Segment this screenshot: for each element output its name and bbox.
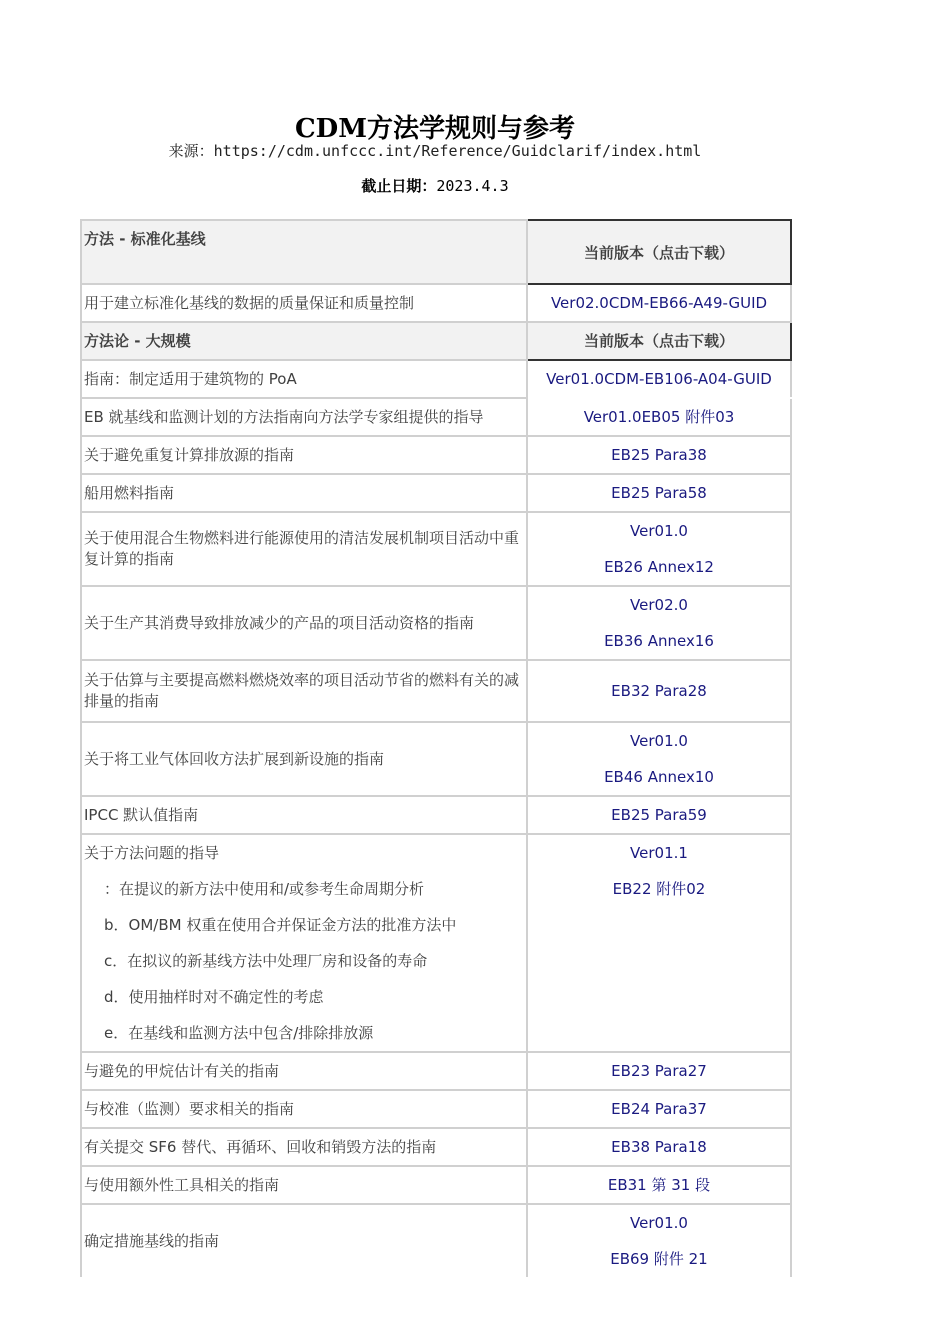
download-cell bbox=[527, 1204, 791, 1278]
download-link[interactable]: EB25 Para38 bbox=[527, 436, 791, 474]
table-row bbox=[81, 1090, 791, 1128]
cutoff-value: 2023.4.3 bbox=[436, 177, 509, 195]
source-url: 来源：https://cdm.unfccc.int/Reference/Guidclarif/index.html bbox=[168, 142, 702, 160]
table-row bbox=[81, 512, 791, 586]
subitem: b．OM/BM 权重在使用合并保证金方法的批准方法中 bbox=[104, 916, 457, 934]
download-cell bbox=[527, 512, 791, 586]
subitem: d．使用抽样时对不确定性的考虑 bbox=[104, 988, 324, 1006]
row-title: 有关提交 SF6 替代、再循环、回收和销毁方法的指南 bbox=[81, 1128, 527, 1166]
table-row bbox=[81, 284, 791, 322]
row-title: 与校准（监测）要求相关的指南 bbox=[81, 1090, 527, 1128]
row-title: 关于使用混合生物燃料进行能源使用的清洁发展机制项目活动中重复计算的指南 bbox=[81, 512, 527, 586]
download-link[interactable]: Ver01.0CDM-EB106-A04-GUID bbox=[527, 360, 791, 398]
table-row bbox=[81, 474, 791, 512]
version-label[interactable]: Ver01.0 bbox=[630, 1214, 688, 1232]
cutoff-label: 截止日期： bbox=[361, 177, 437, 195]
download-link[interactable]: EB46 Annex10 bbox=[604, 768, 714, 786]
version-label[interactable]: Ver01.0 bbox=[630, 732, 688, 750]
download-cell bbox=[527, 586, 791, 660]
row-title: 关于估算与主要提高燃料燃烧效率的项目活动节省的燃料有关的减排量的指南 bbox=[81, 660, 527, 722]
table-row bbox=[81, 1128, 791, 1166]
table-row bbox=[81, 722, 791, 796]
download-link[interactable]: EB36 Annex16 bbox=[604, 632, 714, 650]
subitem: e．在基线和监测方法中包含/排除排放源 bbox=[104, 1024, 374, 1042]
table-row bbox=[81, 1166, 791, 1204]
table-row bbox=[81, 796, 791, 834]
table-row bbox=[81, 398, 791, 436]
download-link[interactable]: Ver02.0CDM-EB66-A49-GUID bbox=[527, 284, 791, 322]
section-header-row bbox=[81, 220, 791, 284]
guidance-table bbox=[80, 219, 792, 1279]
download-link[interactable]: EB25 Para58 bbox=[527, 474, 791, 512]
version-header: 当前版本（点击下载） bbox=[527, 220, 791, 284]
download-cell bbox=[527, 834, 791, 1052]
row-title: 与避免的甲烷估计有关的指南 bbox=[81, 1052, 527, 1090]
download-link[interactable]: EB38 Para18 bbox=[527, 1128, 791, 1166]
row-title: 船用燃料指南 bbox=[81, 474, 527, 512]
version-header: 当前版本（点击下载） bbox=[527, 322, 791, 360]
row-title: 与使用额外性工具相关的指南 bbox=[81, 1166, 527, 1204]
page-title: CDM方法学规则与参考 bbox=[294, 114, 576, 144]
row-title: 用于建立标准化基线的数据的质量保证和质量控制 bbox=[81, 284, 527, 322]
download-link[interactable]: EB32 Para28 bbox=[527, 660, 791, 722]
table-row bbox=[81, 1052, 791, 1090]
table-row bbox=[81, 1204, 791, 1278]
version-label[interactable]: Ver01.0 bbox=[630, 522, 688, 540]
download-link[interactable]: EB26 Annex12 bbox=[604, 558, 714, 576]
table-row bbox=[81, 586, 791, 660]
row-title: 关于避免重复计算排放源的指南 bbox=[81, 436, 527, 474]
row-title: EB 就基线和监测计划的方法指南向方法学专家组提供的指导 bbox=[81, 398, 527, 436]
download-link[interactable]: EB25 Para59 bbox=[527, 796, 791, 834]
table-row bbox=[81, 834, 791, 1052]
section-title-large-scale: 方法论 - 大规模 bbox=[81, 322, 527, 360]
row-title: 关于方法问题的指导 bbox=[84, 844, 220, 862]
row-title: 关于生产其消费导致排放减少的产品的项目活动资格的指南 bbox=[81, 586, 527, 660]
download-cell bbox=[527, 722, 791, 796]
table-row bbox=[81, 360, 791, 398]
row-title: 指南：制定适用于建筑物的 PoA bbox=[81, 360, 527, 398]
version-label[interactable]: Ver01.1 bbox=[630, 844, 688, 862]
download-link[interactable]: Ver01.0EB05 附件03 bbox=[527, 398, 791, 436]
subitem: c．在拟议的新基线方法中处理厂房和设备的寿命 bbox=[104, 952, 428, 970]
section-title-standardized-baseline: 方法 - 标准化基线 bbox=[81, 220, 527, 284]
row-title: 关于将工业气体回收方法扩展到新设施的指南 bbox=[81, 722, 527, 796]
row-title: 确定措施基线的指南 bbox=[81, 1204, 527, 1278]
download-link[interactable]: EB23 Para27 bbox=[527, 1052, 791, 1090]
cutoff-date bbox=[0, 175, 870, 196]
row-title: IPCC 默认值指南 bbox=[81, 796, 527, 834]
table-row bbox=[81, 660, 791, 722]
section-header-row bbox=[81, 322, 791, 360]
row-title-with-subitems bbox=[81, 834, 527, 1052]
version-label[interactable]: Ver02.0 bbox=[630, 596, 688, 614]
subitem: ：在提议的新方法中使用和/或参考生命周期分析 bbox=[104, 880, 425, 898]
download-link[interactable]: EB69 附件 21 bbox=[610, 1250, 708, 1268]
table-row bbox=[81, 436, 791, 474]
download-link[interactable]: EB22 附件02 bbox=[612, 880, 706, 898]
download-link[interactable]: EB31 第 31 段 bbox=[527, 1166, 791, 1204]
download-link[interactable]: EB24 Para37 bbox=[527, 1090, 791, 1128]
